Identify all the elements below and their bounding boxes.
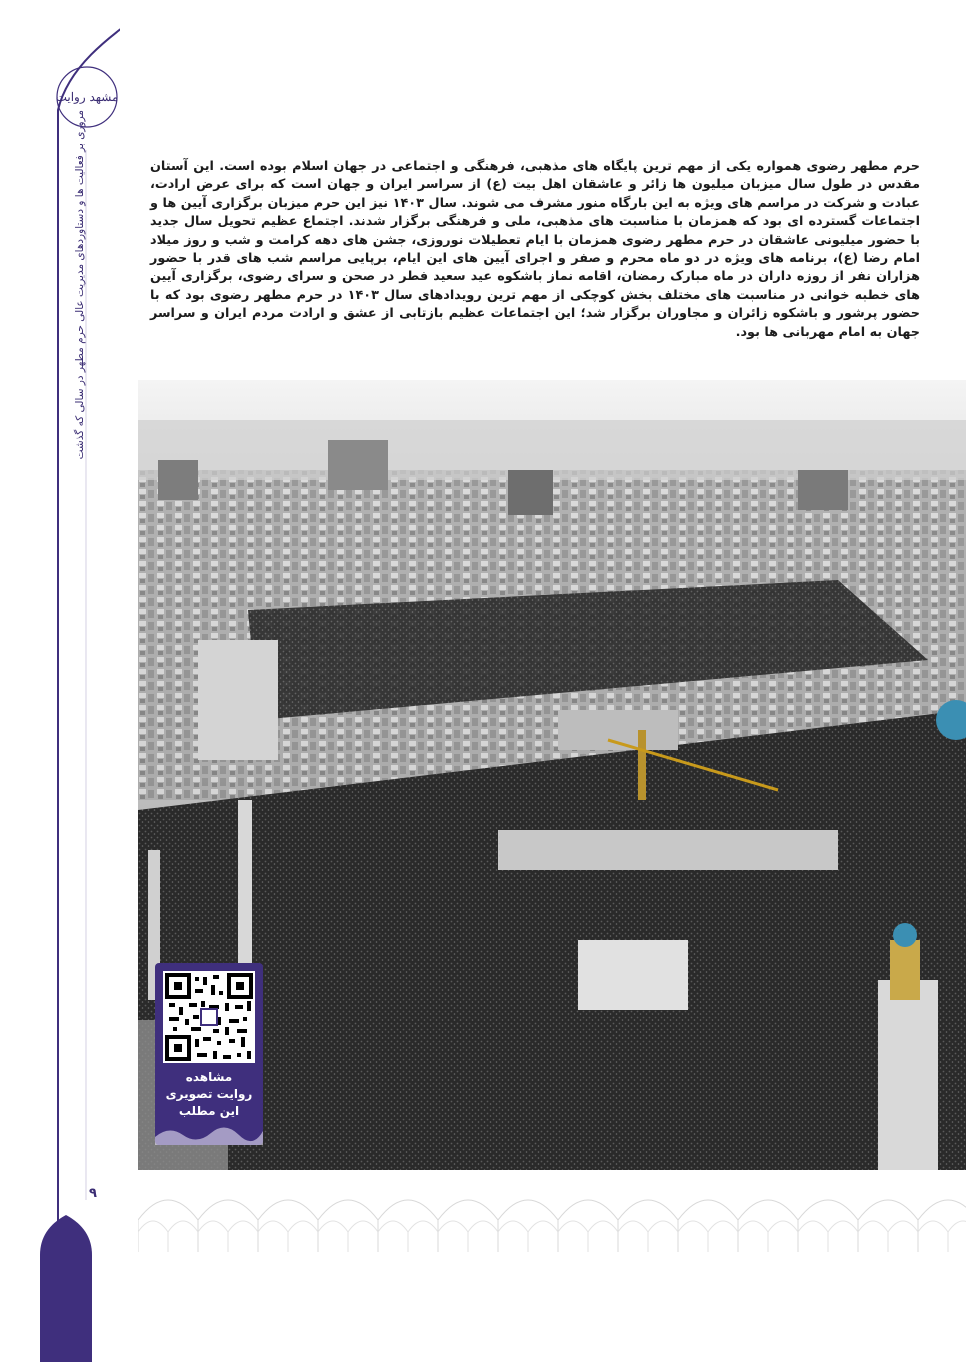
page-number: ۹ bbox=[89, 1185, 97, 1201]
section-caption: مروری بر فعالیت ها و دستاوردهای مدیریت عالی حرم مطهر در سالی که گذشت bbox=[74, 110, 86, 460]
logo-text: مشهد روایت bbox=[55, 89, 119, 104]
article-body bbox=[150, 158, 920, 342]
qr-code[interactable] bbox=[163, 971, 255, 1063]
qr-caption: مشاهده روایت تصویری این مطلب bbox=[165, 1070, 253, 1118]
qr-card-wave-ornament bbox=[155, 1123, 263, 1145]
decorative-pattern-strip bbox=[138, 1180, 966, 1252]
page-tab-ornament bbox=[40, 1215, 92, 1362]
article-paragraph: حرم مطهر رضوی همواره یکی از مهم ترین پایگاه های مذهبی، فرهنگی و اجتماعی در جهان اسلام بوده است. این آستان مقدس در طول سال میزبان میلیون ها زائر و عاشقان اهل بیت (ع) از سراسر ایران و جهان است که برای عرض ارادت، عبادت و شرکت در مراسم های ویژه به این بارگاه منور مشرف می شوند. سال ۱۴۰۳ نیز این حرم میزبان برگزاری آیین ها و اجتماعات گسترده ای بود که همزمان با مناسبت های مذهبی، ملی و فرهنگی برگزار شدند. اجتماع عظیم تحویل سال جدید با حضور میلیونی عاشقان در حرم مطهر رضوی همزمان با ایام تعطیلات نوروزی، جشن های دهه کرامت و شب و روز میلاد امام رضا (ع)، برنامه های ویژه در دو ماه محرم و صفر و اجرای آیین های این ایام، برپایی مراسم شب های قدر با حضور هزاران نفر از روزه داران در ماه مبارک رمضان، اقامه نماز باشکوه عید سعید فطر در صحن و سرای رضوی، برگزاری آیین های خطبه خوانی در مناسبت های مختلف بخش کوچکی از مهم ترین رویدادهای سال ۱۴۰۳ در حرم مطهر رضوی بود که با حضور پرشور و باشکوه زائران و مجاوران برگزار شد؛ این اجتماعات عظیم بازتابی از عشق و ارادت مردم ایران و سراسر جهان به امام مهربانی ها بود. bbox=[150, 159, 920, 340]
qr-code-card[interactable] bbox=[155, 963, 263, 1145]
